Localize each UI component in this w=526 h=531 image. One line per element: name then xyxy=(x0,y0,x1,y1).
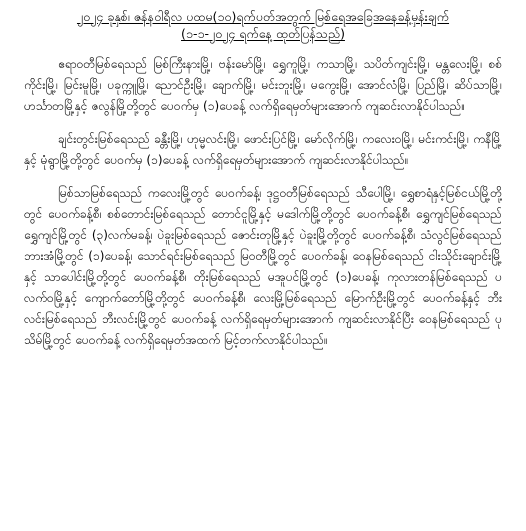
document-title: ၂၀၂၄ ခုနှစ်၊ ဇန်နဝါရီလ ပထမ(၁၀)ရက်ပတ်အတွက် မြစ်ရေအခြေအနေခန့်မှန်းချက် xyxy=(76,9,450,24)
document-issue-date: (၁-၁-၂၀၂၄ ရက်နေ့ ထုတ်ပြန်သည်) xyxy=(181,26,345,41)
paragraph-other-rivers: မြစ်သာမြစ်ရေသည် ကလေးမြို့တွင် ပေ၀က်ခန့်၊ ဒုဋ္ဌဝတီမြစ်ရေသည် သီပေါမြို့၊ ရွှေစာရံနှင့်မြစ်ငယ်မြို့တို့တွင် ပေ၀က်ခန့်စီ၊ စစ်တောင်းမြစ်ရေသည် တောင်ငူမြို့နှင့် မဒေါက်မြို့တို့တွင် ပေ၀က်ခန့်စီ၊ ရွှေကျင်မြစ်ရေသည် ရွှေကျင်မြို့တွင် (၃)လက်မခန့်၊ ပဲခူးမြစ်ရေသည် ဇောင်းတုမြို့နှင့် ပဲခူးမြို့တို့တွင် ပေ၀က်ခန့်စီ၊ သံလွင်မြစ်ရေသည် ဘားအံမြို့တွင် (၁)ပေခန့်၊ သောင်ရင်းမြစ်ရေသည် မြဝတီမြို့တွင် ပေ၀က်ခန့်၊ ဝေနမြစ်ရေသည် ငါးသိုင်းချောင်းမြို့နှင့် သာပေါင်းမြို့တို့တွင် ပေ၀က်ခန့်စီ၊ တိုးမြစ်ရေသည် မအူပင်မြို့တွင် (၁)ပေခန့်၊ ကုလားတန်မြစ်ရေသည် ပလက်ဝမြို့နှင့် ကျောက်တော်မြို့တို့တွင် ပေ၀က်ခန့်စီ၊ လေးမြို့မြစ်ရေသည် မြောက်ဦးမြို့တွင် ပေ၀က်ခန့်နှင့် ဘီးလင်းမြစ်ရေသည် ဘီးလင်းမြို့တွင် ပေ၀က်ခန့် လက်ရှိရေမှတ်များအောက် ကျဆင်းလာနိုင်ပြီး ဝေနမြစ်ရေသည် ပုသိမ်မြို့တွင် ပေ၀က်ခန့် လက်ရှိရေမှတ်အထက် မြင့်တက်လာနိုင်ပါသည်။ xyxy=(24,186,502,347)
paragraph-chindwin: ချင်းတွင်းမြစ်ရေသည် ခန္တီးမြို့၊ ဟုမ္မလင်းမြို့၊ ဖောင်းပြင်မြို့၊ မော်လိုက်မြို့၊ ကလေးဝမြို့၊ မင်းကင်းမြို့၊ ကနီမြို့နှင့် မုံရွာမြို့တို့တွင် ပေ၀က်မှ (၁)ပေခန့် လက်ရှိရေမှတ်များအောက် ကျဆင်းလာနိုင်ပါသည်။ xyxy=(24,132,502,167)
paragraph-ayeyarwady: ဧရာဝတီမြစ်ရေသည် မြစ်ကြီးနားမြို့၊ ဗန်းမော်မြို့၊ ရွှေကူမြို့၊ ကသာမြို့၊ သပိတ်ကျင်းမြို့၊ မန္တလေးမြို့၊ စစ်ကိုင်းမြို့၊ မြင်းမူမြို့၊ ပခုက္ကူမြို့၊ ညောင်ဦးမြို့၊ ချောက်မြို့၊ မင်းဘူးမြို့၊ မကွေးမြို့၊ အောင်လံမြို့၊ ပြည်မြို့၊ ဆိပ်သာမြို့၊ ဟင်္သာတမြို့နှင့် ဇလွန်မြို့တို့တွင် ပေ၀က်မှ (၁)ပေခန့် လက်ရှိရေမှတ်များအောက် ကျဆင်းလာနိုင်ပါသည်။ xyxy=(24,57,502,113)
